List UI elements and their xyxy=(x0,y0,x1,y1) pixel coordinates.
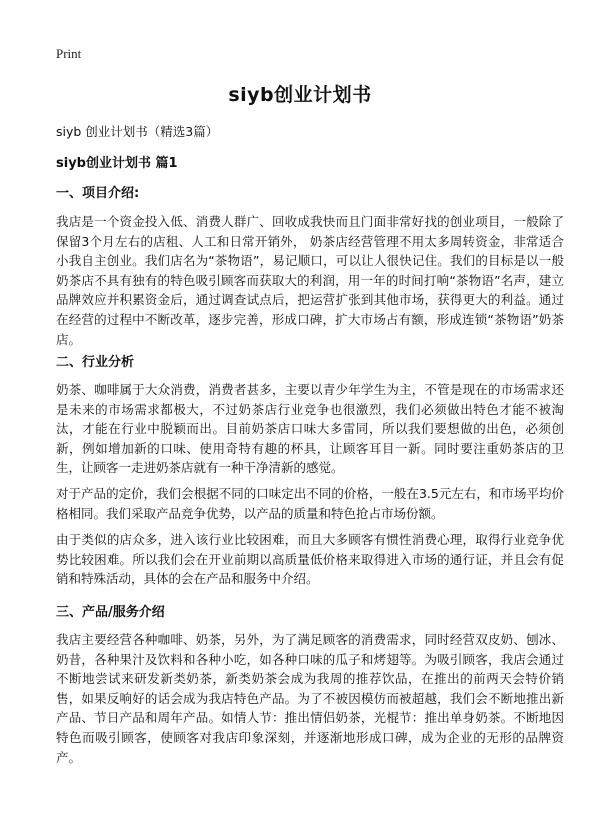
print-link[interactable]: Print xyxy=(56,46,82,61)
section-heading-industry-analysis: 二、行业分析 xyxy=(56,355,135,370)
paragraph-industry-analysis-1: 奶茶、咖啡属于大众消费，消费者甚多，主要以青少年学生为主，不管是现在的市场需求还是未来的市场需求都极大，不过奶茶店行业竞争也很激烈，我们必须做出特色才能不被淘汰，才能在行业中脱颖而出。目前奶茶店口味大多雷同，所以我们要想做的出色，必须创新，例如增加新的口味、使用奇特有趣的杯具，让顾客耳目一新。同时要注重奶茶店的卫生，让顾客一走进奶茶店就有一种干净清新的感觉。 xyxy=(56,382,564,476)
document-title: siyb创业计划书 xyxy=(228,84,372,106)
section-heading-project-intro: 一、项目介绍: xyxy=(56,186,140,201)
document-subtitle: siyb 创业计划书（精选3篇） xyxy=(56,124,219,139)
paragraph-industry-analysis-2: 对于产品的定价，我们会根据不同的口味定出不同的价格，一般在3.5元左右，和市场平均价格相同。我们采取产品竞争优势，以产品的质量和特色抢占市场份额。 xyxy=(56,486,564,521)
paragraph-product-service: 我店主要经营各种咖啡、奶茶，另外，为了满足顾客的消费需求，同时经营双皮奶、刨冰、奶昔，各种果汁及饮料和各种小吃，如各种口味的瓜子和烤翅等。为吸引顾客，我店会通过不断地尝试来研发新类奶茶，新类奶茶会成为我周的推荐饮品，在推出的前两天会特价销售，如果反响好的话会成为我店特色产品。为了不被因模仿而被超越，我们会不断地推出新产品、节日产品和周年产品。如情人节：推出情侣奶茶，光棍节：推出单身奶茶。不断地因特色而吸引顾客，使顾客对我店印象深刻，并逐渐地形成口碑，成为企业的无形的品牌资产。 xyxy=(56,632,564,765)
paragraph-project-intro: 我店是一个资金投入低、消费人群广、回收成我快而且门面非常好找的创业项目，一般除了保留3个月左右的店租、人工和日常开销外， 奶茶店经营管理不用太多周转资金，非常适合小我自主创业。我们店名为“茶物语”，易记顺口，可以让人很快记住。我们的目标是以一般奶茶店不具有独有的特色吸引顾客而获取大的利润，用一年的时间打响“茶物语”名声，建立品牌效应并积累资金后，通过调查试点后，把运营扩张到其他市场，获得更大的利益。通过在经营的过程中不断改革，逐步完善，形成口碑，扩大市场占有额，形成连锁“茶物语”奶茶店。 xyxy=(56,214,564,347)
paragraph-industry-analysis-3: 由于类似的店众多，进入该行业比较困难，而且大多顾客有惯性消费心理，取得行业竞争优势比较困难。所以我们会在开业前期以高质量低价格来取得进入市场的通行证，并且会有促销和特殊活动，具体的会在产品和服务中介绍。 xyxy=(56,532,564,587)
part-heading: siyb创业计划书 篇1 xyxy=(56,156,178,171)
section-heading-product-service: 三、产品/服务介绍 xyxy=(56,605,165,620)
